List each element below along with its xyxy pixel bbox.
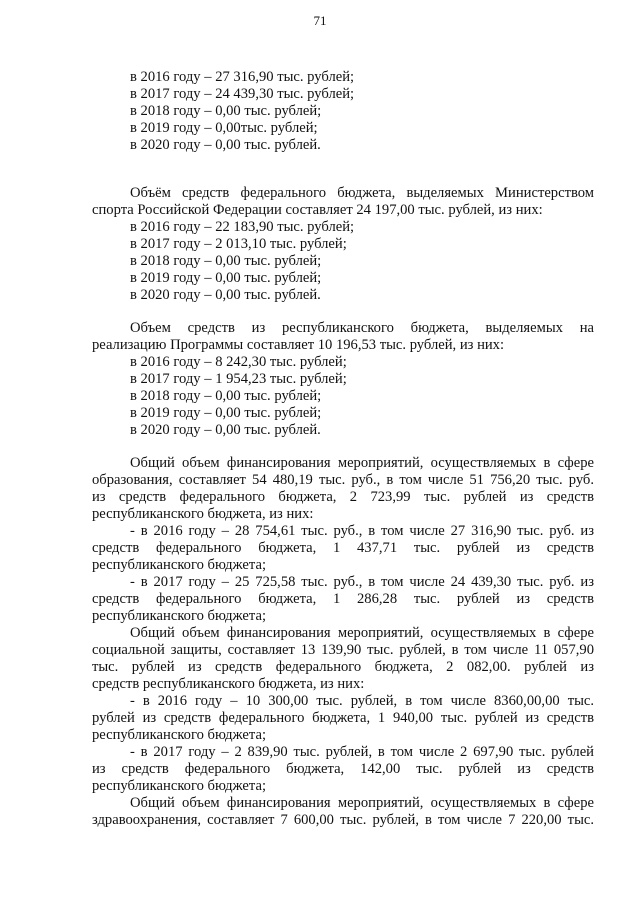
list-item: в 2018 году – 0,00 тыс. рублей;: [130, 388, 322, 404]
paragraph-line: средств республиканского бюджета, из них:: [92, 676, 365, 692]
paragraph-line: из средств федерального бюджета, 2 723,99 тыс. рублей из средств: [92, 489, 594, 505]
paragraph-line: республиканского бюджета;: [92, 557, 266, 573]
list-item: в 2017 году – 2 013,10 тыс. рублей;: [130, 236, 347, 252]
list-item: в 2016 году – 8 242,30 тыс. рублей;: [130, 354, 347, 370]
paragraph-line: тыс. рублей из средств федерального бюджета, 2 082,00. рублей из: [92, 659, 594, 675]
list-item: в 2018 году – 0,00 тыс. рублей;: [130, 103, 322, 119]
paragraph-line: - в 2016 году – 10 300,00 тыс. рублей, в том числе 8360,00,00 тыс.: [130, 693, 594, 709]
list-item: в 2017 году – 24 439,30 тыс. рублей;: [130, 86, 355, 102]
paragraph-line: республиканского бюджета;: [92, 608, 266, 624]
paragraph-line: здравоохранения, составляет 7 600,00 тыс. рублей, в том числе 7 220,00 тыс.: [92, 812, 594, 828]
paragraph-line: - в 2017 году – 25 725,58 тыс. руб., в том числе 24 439,30 тыс. руб. из: [130, 574, 594, 590]
paragraph-line: республиканского бюджета;: [92, 727, 266, 743]
list-item: в 2019 году – 0,00 тыс. рублей;: [130, 405, 322, 421]
list-item: в 2017 году – 1 954,23 тыс. рублей;: [130, 371, 347, 387]
list-item: в 2016 году – 27 316,90 тыс. рублей;: [130, 69, 355, 85]
list-item: в 2020 году – 0,00 тыс. рублей.: [130, 287, 321, 303]
list-item: в 2019 году – 0,00тыс. рублей;: [130, 120, 318, 136]
paragraph-line: республиканского бюджета;: [92, 778, 266, 794]
list-item: в 2018 году – 0,00 тыс. рублей;: [130, 253, 322, 269]
list-item: в 2020 году – 0,00 тыс. рублей.: [130, 422, 321, 438]
paragraph-line: социальной защиты, составляет 13 139,90 тыс. рублей, в том числе 11 057,90: [92, 642, 594, 658]
paragraph-line: - в 2016 году – 28 754,61 тыс. руб., в том числе 27 316,90 тыс. руб. из: [130, 523, 594, 539]
paragraph-line: Общий объем финансирования мероприятий, осуществляемых в сфере: [130, 795, 594, 811]
paragraph-line: Общий объем финансирования мероприятий, осуществляемых в сфере: [130, 625, 594, 641]
list-item: в 2020 году – 0,00 тыс. рублей.: [130, 137, 321, 153]
list-item: в 2016 году – 22 183,90 тыс. рублей;: [130, 219, 355, 235]
paragraph-line: Объём средств федерального бюджета, выделяемых Министерством: [130, 185, 594, 201]
paragraph-line: средств федерального бюджета, 1 286,28 тыс. рублей из средств: [92, 591, 594, 607]
paragraph-line: Общий объем финансирования мероприятий, осуществляемых в сфере: [130, 455, 594, 471]
paragraph-line: рублей из средств федерального бюджета, 1 940,00 тыс. рублей из средств: [92, 710, 594, 726]
paragraph-line: республиканского бюджета, из них:: [92, 506, 314, 522]
paragraph-line: - в 2017 году – 2 839,90 тыс. рублей, в том числе 2 697,90 тыс. рублей: [130, 744, 594, 760]
paragraph-line: спорта Российской Федерации составляет 24 197,00 тыс. рублей, из них:: [92, 202, 543, 218]
paragraph-line: образования, составляет 54 480,19 тыс. руб., в том числе 51 756,20 тыс. руб.: [92, 472, 594, 488]
page-number: 71: [313, 13, 327, 28]
paragraph-line: из средств федерального бюджета, 142,00 тыс. рублей из средств: [92, 761, 594, 777]
paragraph-line: средств федерального бюджета, 1 437,71 тыс. рублей из средств: [92, 540, 594, 556]
list-item: в 2019 году – 0,00 тыс. рублей;: [130, 270, 322, 286]
paragraph-line: Объем средств из республиканского бюджета, выделяемых на: [130, 320, 594, 336]
paragraph-line: реализацию Программы составляет 10 196,53 тыс. рублей, из них:: [92, 337, 505, 353]
